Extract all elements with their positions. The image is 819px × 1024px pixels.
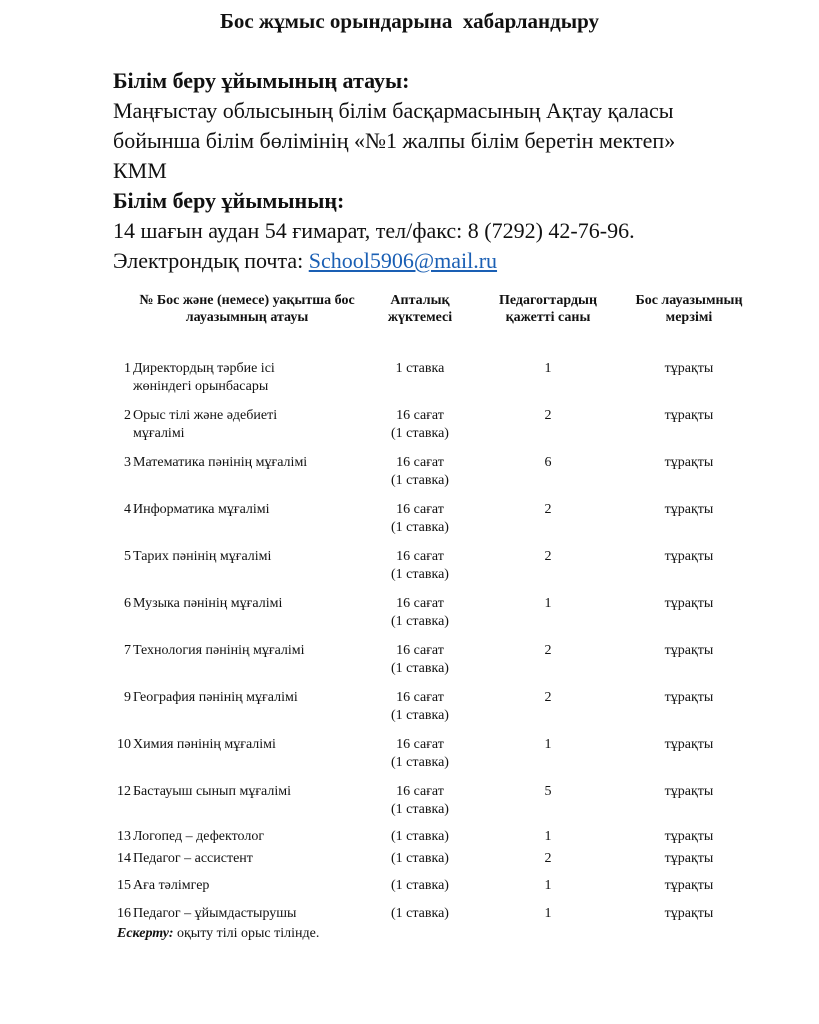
org-email-line: [113, 246, 803, 276]
vacancy-name: Аға тәлімгер: [133, 878, 210, 893]
email-label: Электрондық почта:: [113, 248, 309, 273]
org-address-line: 14 шағын аудан 54 ғимарат, тел/факс: 8 (7292) 42-76-96.: [113, 218, 635, 243]
vacancy-term: тұрақты: [664, 878, 714, 893]
row-number: 9: [124, 690, 131, 705]
vacancy-name: Тарих пәнінің мұғалімі: [133, 549, 272, 564]
required-count: 1: [544, 878, 552, 893]
weekly-load: (1 ставка): [391, 829, 449, 844]
vacancy-name: Химия пәнінің мұғалімі: [133, 737, 276, 752]
required-count: 1: [544, 596, 552, 611]
vacancy-name: Логопед – дефектолог: [133, 829, 265, 844]
vacancy-name: Орыс тілі және әдебиеті мұғалімі: [133, 408, 278, 441]
vacancy-name: Технология пәнінің мұғалімі: [133, 643, 305, 658]
org-name-line-2: бойынша білім бөлімінің «№1 жалпы білім беретін мектеп»: [113, 128, 676, 153]
vacancy-term: тұрақты: [664, 408, 714, 423]
vacancy-name: Бастауыш сынып мұғалімі: [133, 784, 292, 799]
row-number: 16: [117, 906, 131, 921]
vacancy-term: тұрақты: [664, 361, 714, 376]
note-label: Ескерту:: [117, 926, 174, 941]
vacancy-name: Педагог – ұйымдастырушы: [133, 906, 297, 921]
row-number: 10: [117, 737, 131, 752]
required-count: 5: [544, 784, 552, 799]
header-term: Бос лауазымның мерзімі: [635, 293, 743, 325]
weekly-load: 16 сағат (1 ставка): [391, 455, 449, 488]
weekly-load: 16 сағат (1 ставка): [391, 549, 449, 582]
header-count: Педагогтардың қажетті саны: [498, 293, 598, 325]
vacancy-term: тұрақты: [664, 851, 714, 866]
weekly-load: (1 ставка): [391, 906, 449, 921]
vacancy-name: Музыка пәнінің мұғалімі: [133, 596, 283, 611]
weekly-load: 16 сағат (1 ставка): [391, 784, 449, 817]
required-count: 6: [544, 455, 552, 470]
weekly-load: (1 ставка): [391, 851, 449, 866]
row-number: 2: [124, 408, 131, 423]
header-load: Апталық жүктемесі: [387, 293, 453, 325]
page-title: Бос жұмыс орындарына хабарландыру: [219, 9, 600, 33]
row-number: 15: [117, 878, 131, 893]
vacancy-name: Директордың тәрбие ісі жөніндегі орынбасары: [133, 361, 275, 394]
row-number: 13: [117, 829, 131, 844]
header-name: № Бос және (немесе) уақытша бос лауазымның атауы: [139, 293, 355, 325]
vacancy-term: тұрақты: [664, 829, 714, 844]
required-count: 2: [544, 851, 552, 866]
organization-info: [113, 66, 803, 276]
vacancy-term: тұрақты: [664, 737, 714, 752]
vacancy-term: тұрақты: [664, 784, 714, 799]
weekly-load: 16 сағат (1 ставка): [391, 408, 449, 441]
row-number: 5: [124, 549, 131, 564]
required-count: 2: [544, 690, 552, 705]
vacancy-name: Математика пәнінің мұғалімі: [133, 455, 308, 470]
weekly-load: (1 ставка): [391, 878, 449, 893]
org-name-heading: Білім беру ұйымының атауы:: [113, 68, 410, 93]
weekly-load: 16 сағат (1 ставка): [391, 737, 449, 770]
required-count: 1: [544, 737, 552, 752]
row-number: 1: [124, 361, 131, 376]
vacancy-name: Информатика мұғалімі: [133, 502, 270, 517]
vacancy-name: Педагог – ассистент: [133, 851, 253, 866]
vacancy-term: тұрақты: [664, 549, 714, 564]
org-address-heading: Білім беру ұйымының:: [113, 188, 345, 213]
vacancy-term: тұрақты: [664, 502, 714, 517]
weekly-load: 16 сағат (1 ставка): [391, 502, 449, 535]
vacancy-term: тұрақты: [664, 596, 714, 611]
row-number: 6: [124, 596, 131, 611]
org-name-line-1: Маңғыстау облысының білім басқармасының Ақтау қаласы: [113, 98, 674, 123]
weekly-load: 16 сағат (1 ставка): [391, 596, 449, 629]
required-count: 2: [544, 502, 552, 517]
weekly-load: 16 сағат (1 ставка): [391, 690, 449, 723]
row-number: 4: [124, 502, 131, 517]
row-number: 14: [117, 851, 131, 866]
vacancy-term: тұрақты: [664, 906, 714, 921]
weekly-load: 1 ставка: [395, 361, 445, 376]
org-name-line-3: КММ: [113, 158, 167, 183]
required-count: 1: [544, 361, 552, 376]
required-count: 1: [544, 829, 552, 844]
weekly-load: 16 сағат (1 ставка): [391, 643, 449, 676]
vacancy-term: тұрақты: [664, 455, 714, 470]
required-count: 1: [544, 906, 552, 921]
required-count: 2: [544, 408, 552, 423]
email-link[interactable]: School5906@mail.ru: [308, 248, 498, 273]
required-count: 2: [544, 549, 552, 564]
required-count: 2: [544, 643, 552, 658]
row-number: 3: [124, 455, 131, 470]
row-number: 7: [124, 643, 131, 658]
note-text: оқыту тілі орыс тілінде.: [173, 926, 320, 941]
vacancy-term: тұрақты: [664, 643, 714, 658]
vacancy-name: География пәнінің мұғалімі: [133, 690, 298, 705]
vacancy-term: тұрақты: [664, 690, 714, 705]
footnote: [117, 926, 319, 942]
row-number: 12: [117, 784, 131, 799]
